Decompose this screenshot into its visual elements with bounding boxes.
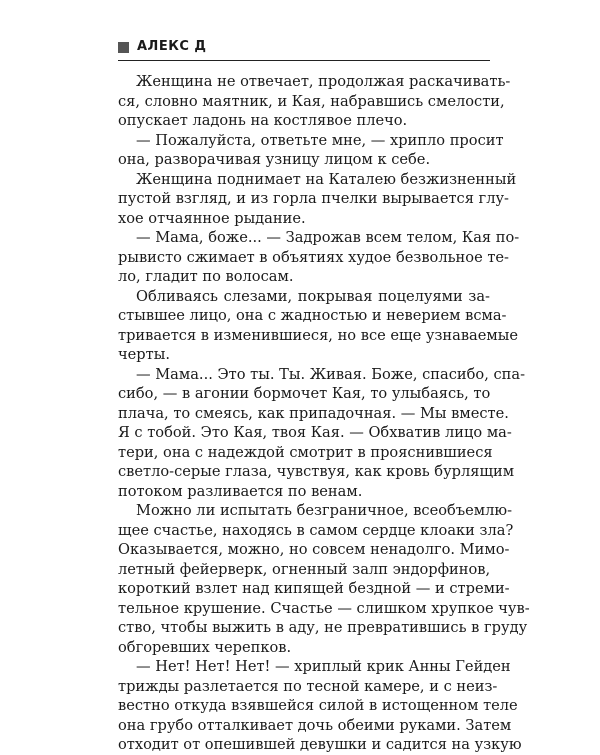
text-line: опускает ладонь на костлявое плечо. <box>118 112 408 129</box>
text-line: отходит от опешившей девушки и садится на узкую <box>118 736 522 753</box>
text-line: потоком разливается по венам. <box>118 482 363 500</box>
text-line: щее счастье, находясь в самом сердце клоаки зла? <box>118 521 514 539</box>
text-line: пустой взгляд, и из горла пчелки вырывается глу- <box>118 190 509 207</box>
paragraph <box>118 170 517 229</box>
running-header <box>118 40 490 61</box>
text-line: светло-серые глаза, чувствуя, как кровь бурлящим <box>118 463 515 480</box>
text-line: рывисто сжимает в объятиях худое безвольное те- <box>118 248 509 266</box>
header-author: АЛЕКС Д <box>137 39 207 54</box>
text-line: Обливаясь слезами, покрывая поцелуями за- <box>136 287 490 305</box>
paragraph <box>118 228 520 287</box>
text-line: Женщина не отвечает, продолжая раскачивать- <box>136 73 511 90</box>
text-line: сибо, — в агонии бормочет Кая, то улыбаясь, то <box>118 385 491 402</box>
text-line: черты. <box>118 346 170 363</box>
text-line: она, разворачивая узницу лицом к себе. <box>118 151 431 168</box>
paragraph <box>118 365 526 502</box>
paragraph <box>118 287 519 365</box>
header-square-marker <box>118 42 129 53</box>
text-line: летный фейерверк, огненный залп эндорфинов, <box>118 560 491 578</box>
text-line: тривается в изменившиеся, но все еще узнаваемые <box>118 326 519 344</box>
text-line: стывшее лицо, она с жадностью и неверием всма- <box>118 307 507 324</box>
text-line: Женщина поднимает на Каталею безжизненный <box>136 170 517 188</box>
text-line: — Мама... Это ты. Ты. Живая. Боже, спасибо, спа- <box>136 365 526 383</box>
paragraph <box>118 131 504 170</box>
text-line: вестно откуда взявшейся силой в истощенном теле <box>118 697 518 714</box>
body-text <box>118 72 530 755</box>
paragraph <box>118 657 522 755</box>
text-line: ло, гладит по волосам. <box>118 268 294 285</box>
text-line: короткий взлет над кипящей бездной — и стреми- <box>118 580 510 597</box>
text-line: — Мама, боже... — Задрожав всем телом, Кая по- <box>136 229 520 246</box>
text-line: обгоревших черепков. <box>118 638 292 656</box>
text-line: ство, чтобы выжить в аду, не превратившись в груду <box>118 619 528 636</box>
text-line: тельное крушение. Счастье — слишком хрупкое чув- <box>118 599 530 617</box>
text-line: она грубо отталкивает дочь обеими руками. Затем <box>118 716 512 734</box>
paragraph <box>118 72 511 131</box>
text-line: хое отчаянное рыдание. <box>118 209 306 227</box>
text-line: Можно ли испытать безграничное, всеобъемлю- <box>136 502 512 519</box>
paragraph <box>118 501 530 657</box>
text-line: ся, словно маятник, и Кая, набравшись смелости, <box>118 92 505 110</box>
text-line: тери, она с надеждой смотрит в прояснившиеся <box>118 443 493 461</box>
text-line: Я с тобой. Это Кая, твоя Кая. — Обхватив лицо ма- <box>118 424 512 441</box>
text-line: — Пожалуйста, ответьте мне, — хрипло просит <box>136 131 504 149</box>
text-line: плача, то смеясь, как припадочная. — Мы вместе. <box>118 404 509 422</box>
text-line: трижды разлетается по тесной камере, и с неиз- <box>118 677 498 695</box>
text-line: — Нет! Нет! Нет! — хриплый крик Анны Гейден <box>136 658 511 675</box>
text-line: Оказывается, можно, но совсем ненадолго. Мимо- <box>118 541 510 558</box>
